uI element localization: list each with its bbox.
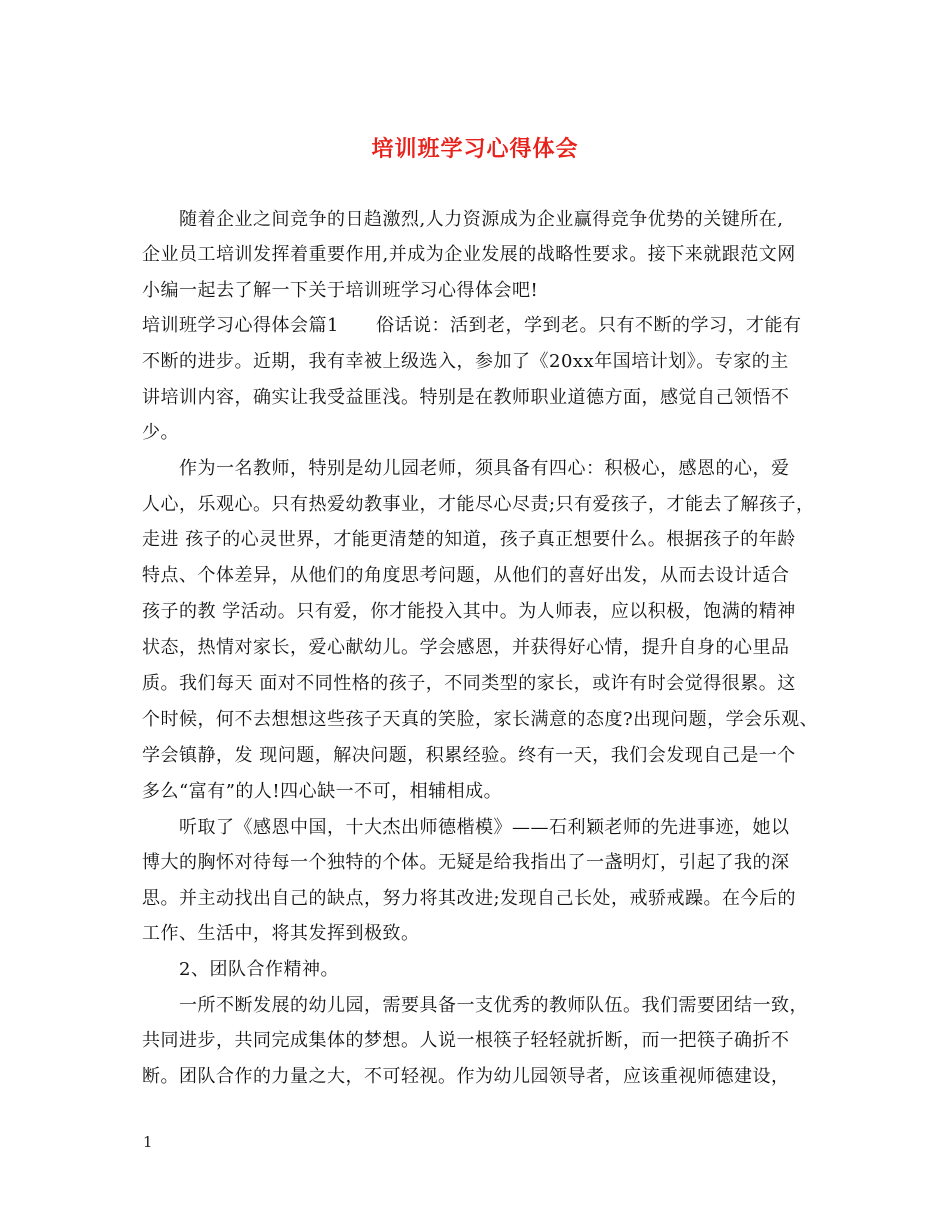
text-line: 随着企业之间竞争的日趋激烈,人力资源成为企业赢得竞争优势的关键所在, bbox=[142, 209, 784, 230]
text-line: 质。我们每天 面对不同性格的孩子，不同类型的家长，或许有时会觉得很累。这 bbox=[142, 673, 796, 694]
text-line: 博大的胸怀对待每一个独特的个体。无疑是给我指出了一盏明灯，引起了我的深 bbox=[142, 852, 790, 873]
text-line: 孩子的教 学活动。只有爱，你才能投入其中。为人师表，应以积极，饱满的精神 bbox=[142, 601, 796, 622]
text-line: 断。团队合作的力量之大，不可轻视。作为幼儿园领导者，应该重视师德建设， bbox=[142, 1066, 790, 1087]
text-line: 培训班学习心得体会篇1 俗话说：活到老，学到老。只有不断的学习，才能有 bbox=[142, 315, 802, 336]
text-line: 作为一名教师，特别是幼儿园老师，须具备有四心：积极心，感恩的心，爱 bbox=[142, 458, 790, 479]
text-line: 一所不断发展的幼儿园，需要具备一支优秀的教师队伍。我们需要团结一致， bbox=[142, 995, 808, 1016]
text-line: 学会镇静，发 现问题，解决问题，积累经验。终有一天，我们会发现自己是一个 bbox=[142, 745, 796, 766]
text-line: 特点、个体差异，从他们的角度思考问题，从他们的喜好出发，从而去设计适合 bbox=[142, 565, 790, 586]
text-line: 讲培训内容，确实让我受益匪浅。特别是在教师职业道德方面，感觉自己领悟不 bbox=[142, 387, 790, 408]
text-line: 小编一起去了解一下关于培训班学习心得体会吧! bbox=[142, 280, 539, 301]
text-line: 人心，乐观心。只有热爱幼教事业，才能尽心尽责;只有爱孩子，才能去了解孩子， bbox=[142, 494, 815, 515]
text-line: 不断的进步。近期，我有幸被上级选入，参加了《20xx年国培计划》。专家的主 bbox=[142, 351, 789, 372]
text-line: 走进 孩子的心灵世界，才能更清楚的知道，孩子真正想要什么。根据孩子的年龄 bbox=[142, 529, 796, 550]
text-line: 少。 bbox=[142, 422, 179, 443]
text-line: 企业员工培训发挥着重要作用,并成为企业发展的战略性要求。接下来就跟范文网 bbox=[142, 244, 796, 265]
text-line: 共同进步，共同完成集体的梦想。人说一根筷子轻轻就折断，而一把筷子确折不 bbox=[142, 1030, 790, 1051]
text-line: 听取了《感恩中国，十大杰出师德楷模》——石利颖老师的先进事迹，她以 bbox=[142, 817, 790, 838]
text-line: 多么“富有”的人!四心缺一不可，相辅相成。 bbox=[142, 781, 503, 802]
text-line: 状态，热情对家长，爱心献幼儿。学会感恩，并获得好心情，提升自身的心里品 bbox=[142, 637, 790, 658]
text-line: 2、团队合作精神。 bbox=[142, 959, 339, 980]
text-line: 工作、生活中，将其发挥到极致。 bbox=[142, 923, 420, 944]
text-line: 个时候，何不去想想这些孩子天真的笑脸，家长满意的态度?出现问题，学会乐观、 bbox=[142, 709, 819, 730]
page-number: 1 bbox=[143, 1133, 153, 1151]
document-title: 培训班学习心得体会 bbox=[371, 136, 579, 162]
text-line: 思。并主动找出自己的缺点，努力将其改进;发现自己长处，戒骄戒躁。在今后的 bbox=[142, 888, 797, 909]
